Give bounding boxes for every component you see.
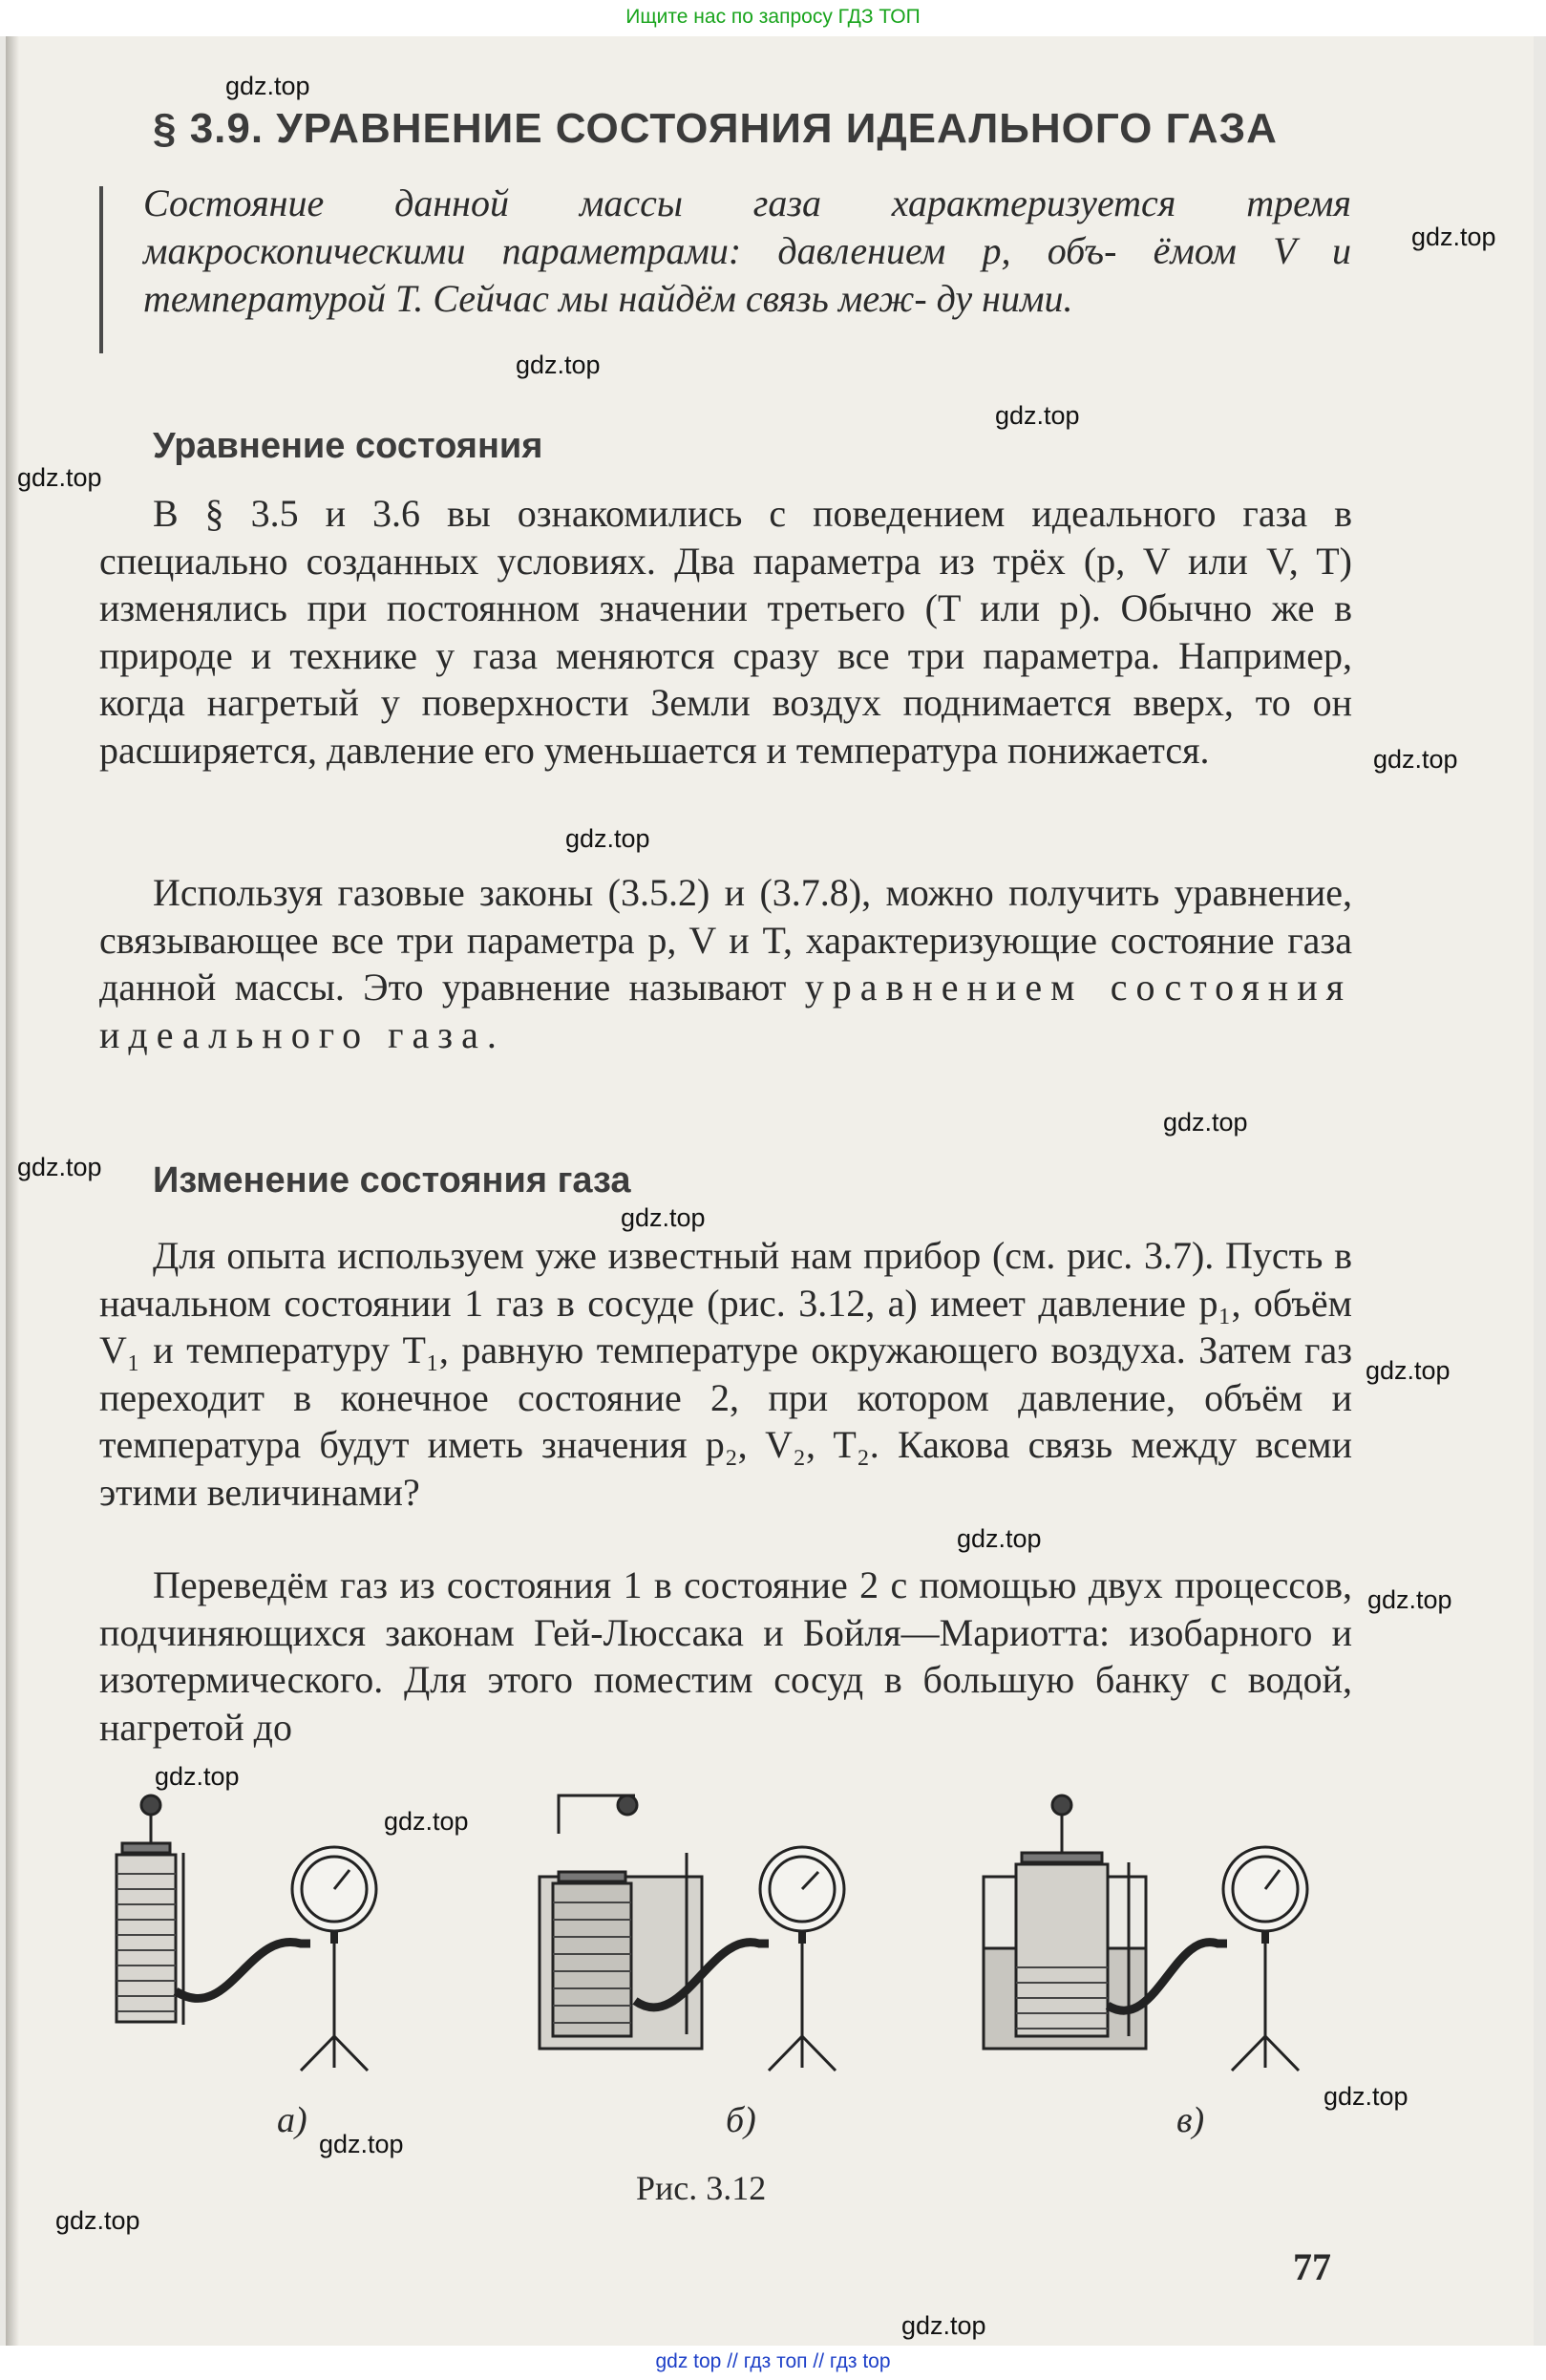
paragraph-gas-laws-text: Используя газовые законы (3.5.2) и (3.7.8), можно получить уравнение, связывающее все три параметра p, V и T, характеризующие состояние газа данной массы. Это уравнение называют xyxy=(99,871,1352,1009)
watermark: gdz.top xyxy=(384,1807,469,1836)
paragraph-experiment: Для опыта используем уже известный нам прибор (см. рис. 3.7). Пусть в начальном состоянии 1 газ в сосуде (рис. 3.12, а) имеет давление p₁, объём V₁ и температуру T₁, равную температуре окружающего воздуха. Затем газ переходит в конечное состояние 2, при котором давление, объём и температура будут иметь значения p₂, V₂, T₂. Какова связь между всеми этими величинами? xyxy=(99,1234,1352,1514)
page-edge-shadow xyxy=(6,36,19,2346)
figure-label-c: в) xyxy=(1176,2100,1205,2140)
watermark: gdz.top xyxy=(155,1762,240,1791)
subheading-equation: Уравнение состояния xyxy=(153,426,543,466)
intro-line: ёмом V и температурой T. Сейчас мы найдём связь меж- xyxy=(143,229,1352,320)
intro-line: ду ними. xyxy=(936,277,1073,320)
paragraph-gas-laws xyxy=(99,869,1352,1058)
paragraph-end-mark: . xyxy=(486,1012,497,1056)
section-intro xyxy=(143,180,1351,323)
watermark: gdz.top xyxy=(621,1203,706,1232)
watermark: gdz.top xyxy=(1366,1356,1451,1385)
subheading-state-change: Изменение состояния газа xyxy=(153,1160,631,1201)
figure-label-a: а) xyxy=(277,2100,307,2140)
figure-apparatus-c xyxy=(955,1786,1356,2082)
watermark: gdz.top xyxy=(565,824,650,853)
watermark: gdz.top xyxy=(17,463,102,492)
figure-apparatus-b xyxy=(520,1786,921,2082)
watermark: gdz.top xyxy=(1411,223,1496,251)
term-equation-of-state: уравнением состояния идеального газа xyxy=(99,966,1353,1056)
intro-margin-bar xyxy=(99,186,103,353)
figure-label-b: б) xyxy=(726,2100,756,2140)
intro-line: макроскопическими параметрами: давлением p, объ- xyxy=(143,229,1117,272)
watermark: gdz.top xyxy=(55,2206,140,2235)
watermark: gdz.top xyxy=(957,1524,1042,1553)
top-banner[interactable]: Ищите нас по запросу ГДЗ ТОП xyxy=(0,0,1546,36)
watermark: gdz.top xyxy=(516,351,601,379)
page-number: 77 xyxy=(1293,2245,1331,2288)
watermark: gdz.top xyxy=(17,1153,102,1181)
watermark: gdz.top xyxy=(1163,1108,1248,1137)
figure-caption: Рис. 3.12 xyxy=(636,2169,767,2207)
watermark: gdz.top xyxy=(319,2130,404,2158)
watermark: gdz.top xyxy=(1373,745,1458,774)
watermark: gdz.top xyxy=(225,72,310,100)
watermark: gdz.top xyxy=(901,2311,986,2340)
watermark: gdz.top xyxy=(1367,1585,1452,1614)
bottom-banner[interactable]: gdz top // гдз топ // гдз top xyxy=(0,2346,1546,2380)
intro-line: Состояние данной массы газа характеризуется тремя xyxy=(143,181,1351,224)
watermark: gdz.top xyxy=(1324,2082,1408,2111)
paragraph-ideal-gas-intro: В § 3.5 и 3.6 вы ознакомились с поведением идеального газа в специально созданных условиях. Два параметра из трёх (p, V или V, T) изменялись при постоянном значении третьего (T или p). Обычно же в природе и технике у газа меняются сразу все три параметра. Например, когда нагретый у поверхности Земли воздух поднимается вверх, то он расширяется, давление его уменьшается и температура понижается. xyxy=(99,492,1352,772)
paragraph-processes: Переведём газ из состояния 1 в состояние 2 с помощью двух процессов, подчиняющихся законам Гей-Люссака и Бойля—Мариотта: изобарного и изотермического. Для этого поместим сосуд в большую банку с водой, нагретой до xyxy=(99,1563,1352,1749)
watermark: gdz.top xyxy=(995,401,1080,430)
section-heading: § 3.9. УРАВНЕНИЕ СОСТОЯНИЯ ИДЕАЛЬНОГО ГАЗА xyxy=(153,105,1278,152)
